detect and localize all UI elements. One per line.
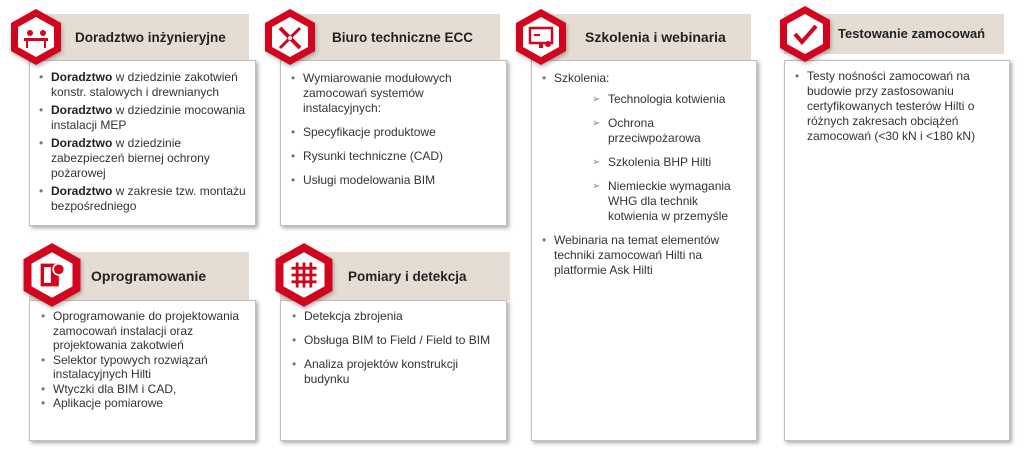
list-item: • Analiza projektów konstrukcji budynku <box>288 357 500 387</box>
card-title-testowanie: Testowanie zamocowań <box>838 26 986 41</box>
list-item: • Wtyczki dla BIM i CAD, <box>37 382 252 397</box>
card-body-testowanie <box>791 69 1003 147</box>
pencil-ruler-icon <box>264 8 316 66</box>
list-item: • Doradztwo w dziedzinie zabezpieczeń biernej ochrony pożarowej <box>35 136 250 181</box>
card-title-szkolenia: Szkolenia i webinaria <box>585 29 726 45</box>
list-item: • Doradztwo w zakresie tzw. montażu bezpośredniego <box>35 184 250 214</box>
card-title-oprogramowanie: Oprogramowanie <box>91 268 207 284</box>
card-body-oprogramowanie <box>37 309 252 411</box>
sub-list-item: ➢ Ochrona przeciwpożarowa <box>592 116 718 146</box>
card-header-doradztwo <box>29 14 249 60</box>
list-item: • Usługi modelowania BIM <box>287 173 499 188</box>
card-body-doradztwo <box>35 70 250 217</box>
list-item: • Webinaria na temat elementów techniki zamocowań Hilti na platformie Ask Hilti <box>538 233 750 278</box>
list-item: • Rysunki techniczne (CAD) <box>287 149 499 164</box>
card-body-pomiary <box>288 309 500 396</box>
sub-list-item: ➢ Szkolenia BHP Hilti <box>592 155 750 170</box>
sub-list-item: ➢ Technologia kotwienia <box>592 92 750 107</box>
grid-detection-icon <box>274 242 334 308</box>
list-item: • Doradztwo w dziedzinie zakotwień konstr. stalowych i drewnianych <box>35 70 250 100</box>
list-item: • Aplikacje pomiarowe <box>37 396 252 411</box>
card-body-szkolenia <box>538 71 750 281</box>
list-item: • Specyfikacje produktowe <box>287 125 499 140</box>
list-item: • Doradztwo w dziedzinie mocowania instalacji MEP <box>35 103 250 133</box>
card-title-biuro: Biuro techniczne ECC <box>332 29 474 45</box>
presentation-screen-icon <box>515 8 567 66</box>
list-item: • Detekcja zbrojenia <box>288 309 500 324</box>
list-item: • Testy nośności zamocowań na budowie przy zastosowaniu certyfikowanych testerów Hilti o różnych zakresach obciążeń zamocowań (<30 kN i <180 kN) <box>791 69 1003 144</box>
card-title-doradztwo: Doradztwo inżynieryjne <box>75 29 226 45</box>
software-document-icon <box>22 242 82 308</box>
list-item: • Wymiarowanie modułowych zamocowań systemów instalacyjnych: <box>287 71 499 116</box>
sub-list-item: ➢ Niemieckie wymagania WHG dla technik kotwienia w przemyśle <box>592 179 748 224</box>
list-item: • Oprogramowanie do projektowania zamocowań instalacji oraz projektowania zakotwień <box>37 309 252 353</box>
card-body-biuro <box>287 71 499 197</box>
card-title-pomiary: Pomiary i detekcja <box>348 268 467 284</box>
consultation-icon <box>10 8 62 66</box>
checkmark-icon <box>779 5 831 63</box>
list-item: • Selektor typowych rozwiązań instalacyjnych Hilti <box>37 353 252 382</box>
list-item: • Szkolenia: ➢ Technologia kotwienia ➢ Ochrona przeciwpożarowa ➢ Szkolenia BHP Hilti ➢ Niemieckie wymagania WHG dla technik kotwienia w przemyśle <box>538 71 750 224</box>
list-item: • Obsługa BIM to Field / Field to BIM <box>288 333 500 348</box>
